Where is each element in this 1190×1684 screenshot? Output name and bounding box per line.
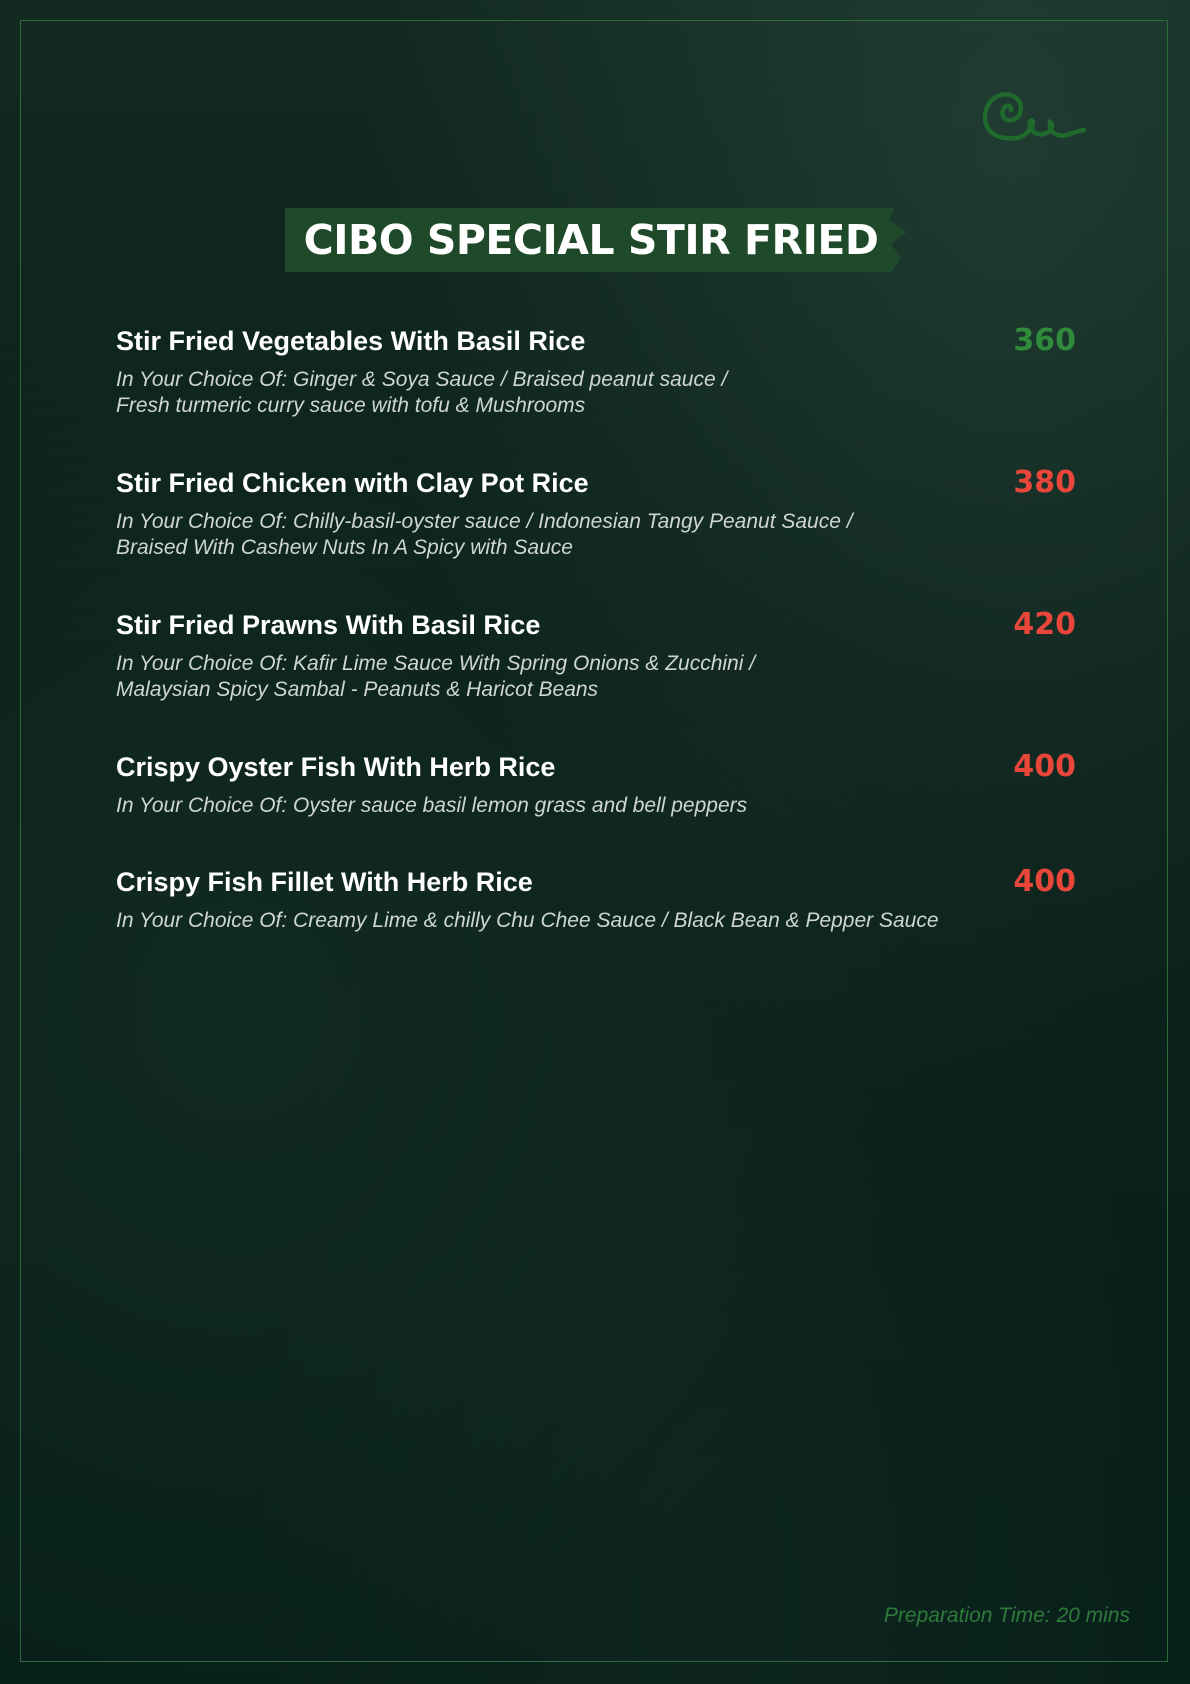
section-title: CIBO SPECIAL STIR FRIED: [303, 216, 879, 264]
menu-item-name: Crispy Fish Fillet With Herb Rice: [116, 867, 533, 897]
menu-item: [116, 751, 1076, 819]
menu-item-description-line: In Your Choice Of: Ginger & Soya Sauce / Braised peanut sauce /: [116, 368, 728, 391]
menu-item-price: 400: [1013, 864, 1076, 899]
menu-item-description: [116, 651, 1076, 703]
menu-item: [116, 609, 1076, 703]
menu-item: [116, 467, 1076, 561]
menu-item-name: Stir Fried Chicken with Clay Pot Rice: [116, 468, 589, 498]
menu-item-description-line: In Your Choice Of: Kafir Lime Sauce With Spring Onions & Zucchini /: [116, 652, 756, 675]
menu-item-description: [116, 793, 1076, 819]
menu-item-price: 360: [1013, 323, 1076, 358]
cibo-swirl-logo-icon: [978, 84, 1086, 150]
menu-item-price: 420: [1013, 607, 1076, 642]
menu-item-description-line: Fresh turmeric curry sauce with tofu & Mushrooms: [116, 394, 586, 417]
section-title-banner: [285, 208, 907, 272]
menu-item-description-line: In Your Choice Of: Oyster sauce basil lemon grass and bell peppers: [116, 794, 748, 817]
menu-item-price: 380: [1013, 465, 1076, 500]
menu-item-description-line: Braised With Cashew Nuts In A Spicy with Sauce: [116, 536, 573, 559]
menu-item: [116, 866, 1076, 934]
menu-item: [116, 325, 1076, 419]
menu-item-description: [116, 367, 1076, 419]
menu-item-price: 400: [1013, 749, 1076, 784]
preparation-time-note: Preparation Time: 20 mins: [883, 1604, 1130, 1627]
menu-item-name: Crispy Oyster Fish With Herb Rice: [116, 752, 556, 782]
menu-item-description-line: In Your Choice Of: Chilly-basil-oyster sauce / Indonesian Tangy Peanut Sauce /: [116, 510, 853, 533]
menu-item-description-line: In Your Choice Of: Creamy Lime & chilly Chu Chee Sauce / Black Bean & Pepper Sauce: [116, 909, 939, 932]
menu-item-description: [116, 908, 1076, 934]
menu-item-description-line: Malaysian Spicy Sambal - Peanuts & Haricot Beans: [116, 678, 599, 701]
menu-item-name: Stir Fried Prawns With Basil Rice: [116, 610, 541, 640]
menu-item-description: [116, 509, 1076, 561]
menu-item-name: Stir Fried Vegetables With Basil Rice: [116, 326, 586, 356]
